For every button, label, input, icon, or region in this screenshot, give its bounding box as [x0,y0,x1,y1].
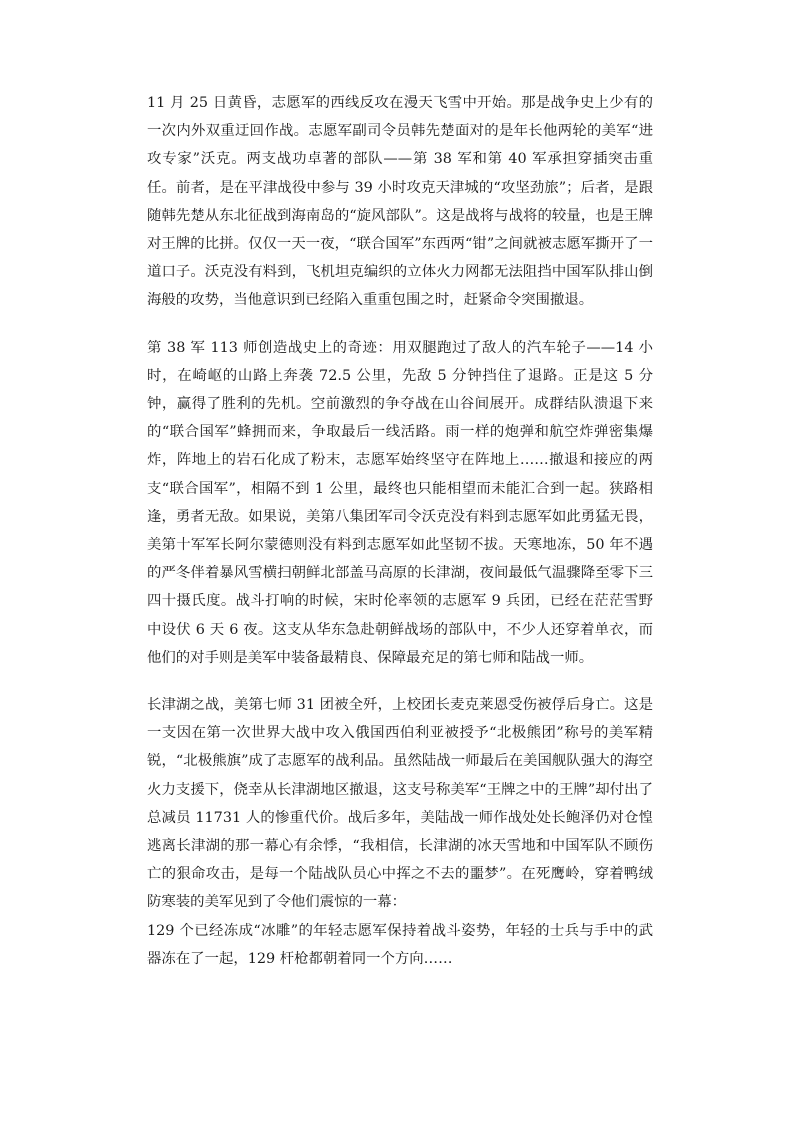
paragraph-2: 第 38 军 113 师创造战史上的奇迹：用双腿跑过了敌人的汽车轮子——14 小时，在崎岖的山路上奔袭 72.5 公里，先敌 5 分钟挡住了退路。正是这 5 分钟，赢得了胜利的先机。空前激烈的争夺战在山谷间展开。成群结队溃退下来的“联合国军”蜂拥而来，争取最后一线活路。雨一样的炮弹和航空炸弹密集爆炸，阵地上的岩石化成了粉末，志愿军始终坚守在阵地上……撤退和接应的两支“联合国军”，相隔不到 1 公里，最终也只能相望而未能汇合到一起。狭路相逢，勇者无敌。如果说，美第八集团军司令沃克没有料到志愿军如此勇猛无畏，美第十军军长阿尔蒙德则没有料到志愿军如此坚韧不拔。天寒地冻，50 年不遇的严冬伴着暴风雪横扫朝鲜北部盖马高原的长津湖，夜间最低气温骤降至零下三四十摄氏度。战斗打响的时候，宋时伦率领的志愿军 9 兵团，已经在茫茫雪野中设伏 6 天 6 夜。这支从华东急赴朝鲜战场的部队中，不少人还穿着单衣，而他们的对手则是美军中装备最精良、保障最充足的第七师和陆战一师。 [147,339,653,666]
paragraph-3: 长津湖之战，美第七师 31 团被全歼，上校团长麦克莱恩受伤被俘后身亡。这是一支因在第一次世界大战中攻入俄国西伯利亚被授予“北极熊团”称号的美军精锐，“北极熊旗”成了志愿军的战利品。虽然陆战一师最后在美国舰队强大的海空火力支援下，侥幸从长津湖地区撤退，这支号称美军“王牌之中的王牌”却付出了总减员 11731 人的惨重代价。战后多年，美陆战一师作战处处长鲍泽仍对仓惶逃离长津湖的那一幕心有余悸，“我相信，长津湖的冰天雪地和中国军队不顾伤亡的狠命攻击，是每一个陆战队员心中挥之不去的噩梦”。在死鹰岭，穿着鸭绒防寒装的美军见到了令他们震惊的一幕： [147,697,653,911]
paragraph-4: 129 个已经冻成“冰雕”的年轻志愿军保持着战斗姿势，年轻的士兵与手中的武器冻在了一起，129 杆枪都朝着同一个方向…… [147,922,653,967]
paragraph-1: 11 月 25 日黄昏，志愿军的西线反攻在漫天飞雪中开始。那是战争史上少有的一次内外双重迂回作战。志愿军副司令员韩先楚面对的是年长他两轮的美军“进攻专家”沃克。两支战功卓著的部队——第 38 军和第 40 军承担穿插突击重任。前者，是在平津战役中参与 39 小时攻克天津城的“攻坚劲旅”；后者，是跟随韩先楚从东北征战到海南岛的“旋风部队”。这是战将与战将的较量，也是王牌对王牌的比拼。仅仅一天一夜，“联合国军”东西两“钳”之间就被志愿军撕开了一道口子。沃克没有料到，飞机坦克编织的立体火力网都无法阻挡中国军队排山倒海般的攻势，当他意识到已经陷入重重包围之时，赶紧命令突围撤退。 [147,95,653,309]
article-body [147,89,653,973]
